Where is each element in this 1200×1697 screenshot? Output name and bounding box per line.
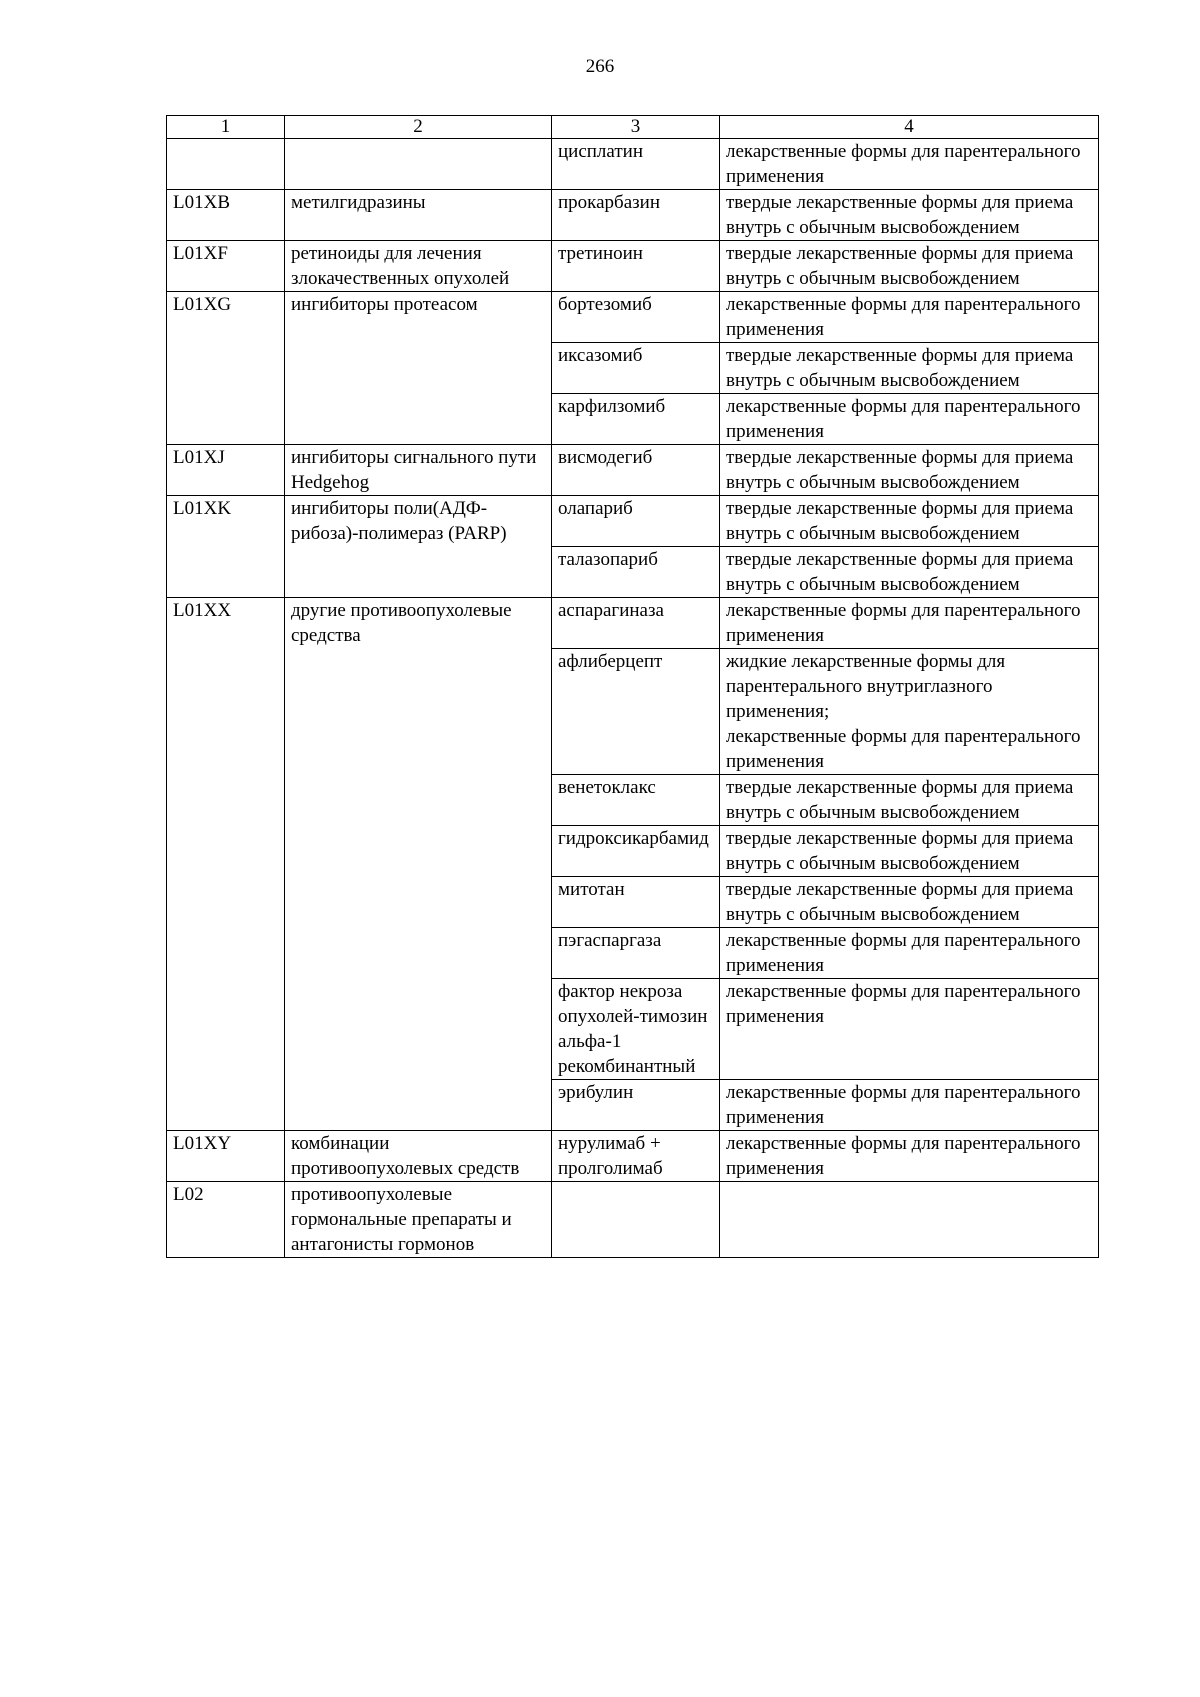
dosage-form-text: лекарственные формы для парентерального применения [726,600,1081,646]
drug-name-cell: нурулимаб + пролголимаб [552,1131,720,1182]
drug-name-cell: висмодегиб [552,445,720,496]
dosage-form-cell [720,1080,1099,1131]
drug-name-cell: бортезомиб [552,292,720,343]
dosage-form-cell [720,547,1099,598]
dosage-form-cell [720,1182,1099,1258]
drug-name-cell: прокарбазин [552,190,720,241]
table-row [167,598,1099,649]
dosage-form-text: лекарственные формы для парентерального применения [726,294,1081,340]
dosage-form-cell [720,928,1099,979]
drug-name-cell: аспарагиназа [552,598,720,649]
atc-code-cell: L01XJ [167,445,285,496]
drug-name-cell: олапариб [552,496,720,547]
dosage-form-text: твердые лекарственные формы для приема внутрь с обычным высвобождением [726,828,1074,874]
dosage-form-text: лекарственные формы для парентерального применения [726,981,1081,1027]
atc-code-cell [167,139,285,190]
dosage-form-cell [720,394,1099,445]
drug-name-cell: талазопариб [552,547,720,598]
drug-name-cell: цисплатин [552,139,720,190]
dosage-form-cell [720,292,1099,343]
table-row [167,1182,1099,1258]
drug-table [166,115,1099,1258]
atc-code-cell: L02 [167,1182,285,1258]
table-row [167,190,1099,241]
drug-name-cell [552,1182,720,1258]
page-number: 266 [585,56,615,77]
pharmacological-group-cell: комбинации противоопухолевых средств [285,1131,552,1182]
dosage-form-cell [720,826,1099,877]
dosage-form-text: лекарственные формы для парентерального применения [726,396,1081,442]
dosage-form-cell [720,649,1099,775]
drug-name-cell: фактор некроза опухолей-тимозин альфа-1 рекомбинантный [552,979,720,1080]
drug-name-cell: пэгаспаргаза [552,928,720,979]
table-header-row [167,116,1099,139]
drug-name-cell: третиноин [552,241,720,292]
table-row [167,241,1099,292]
pharmacological-group-cell [285,139,552,190]
pharmacological-group-cell: ингибиторы протеасом [285,292,552,445]
drug-name-cell: венетоклакс [552,775,720,826]
drug-name-cell: гидроксикарбамид [552,826,720,877]
dosage-form-text: твердые лекарственные формы для приема внутрь с обычным высвобождением [726,498,1074,544]
atc-code-cell: L01XB [167,190,285,241]
table-row [167,139,1099,190]
atc-code-cell: L01XY [167,1131,285,1182]
dosage-form-cell [720,775,1099,826]
drug-name-cell: афлиберцепт [552,649,720,775]
atc-code-cell: L01XK [167,496,285,598]
dosage-form-text: лекарственные формы для парентерального применения [726,930,1081,976]
pharmacological-group-cell: противоопухолевые гормональные препараты и антагонисты гормонов [285,1182,552,1258]
dosage-form-text: лекарственные формы для парентерального применения [726,141,1081,187]
dosage-form-cell [720,598,1099,649]
atc-code-cell: L01XX [167,598,285,1131]
dosage-form-text: твердые лекарственные формы для приема внутрь с обычным высвобождением [726,345,1074,391]
table-body [167,139,1099,1258]
dosage-form-text: лекарственные формы для парентерального применения [726,1082,1081,1128]
dosage-form-text: твердые лекарственные формы для приема внутрь с обычным высвобождением [726,777,1074,823]
pharmacological-group-cell: ингибиторы сигнального пути Hedgehog [285,445,552,496]
drug-name-cell: эрибулин [552,1080,720,1131]
column-header: 3 [552,116,720,139]
dosage-form-cell [720,445,1099,496]
table-row [167,1131,1099,1182]
dosage-form-text: твердые лекарственные формы для приема внутрь с обычным высвобождением [726,879,1074,925]
atc-code-cell: L01XF [167,241,285,292]
dosage-form-cell [720,343,1099,394]
dosage-form-text: твердые лекарственные формы для приема внутрь с обычным высвобождением [726,243,1074,289]
table-row [167,445,1099,496]
dosage-form-cell [720,241,1099,292]
dosage-form-cell [720,979,1099,1080]
dosage-form-text: твердые лекарственные формы для приема внутрь с обычным высвобождением [726,192,1074,238]
drug-name-cell: иксазомиб [552,343,720,394]
drug-name-cell: карфилзомиб [552,394,720,445]
column-header: 4 [720,116,1099,139]
pharmacological-group-cell: ингибиторы поли(АДФ-рибоза)-полимераз (PARP) [285,496,552,598]
column-header: 2 [285,116,552,139]
dosage-form-cell [720,877,1099,928]
dosage-form-text: твердые лекарственные формы для приема внутрь с обычным высвобождением [726,447,1074,493]
table-row [167,496,1099,547]
dosage-form-cell [720,1131,1099,1182]
dosage-form-cell [720,190,1099,241]
dosage-form-text: твердые лекарственные формы для приема внутрь с обычным высвобождением [726,549,1074,595]
dosage-form-text: лекарственные формы для парентерального применения [726,726,1081,772]
atc-code-cell: L01XG [167,292,285,445]
dosage-form-cell [720,496,1099,547]
pharmacological-group-cell: ретиноиды для лечения злокачественных опухолей [285,241,552,292]
pharmacological-group-cell: метилгидразины [285,190,552,241]
dosage-form-cell [720,139,1099,190]
dosage-form-text: жидкие лекарственные формы для парентерального внутриглазного применения; [726,651,1006,722]
table-row [167,292,1099,343]
dosage-form-text: лекарственные формы для парентерального применения [726,1133,1081,1179]
column-header: 1 [167,116,285,139]
drug-name-cell: митотан [552,877,720,928]
pharmacological-group-cell: другие противоопухолевые средства [285,598,552,1131]
